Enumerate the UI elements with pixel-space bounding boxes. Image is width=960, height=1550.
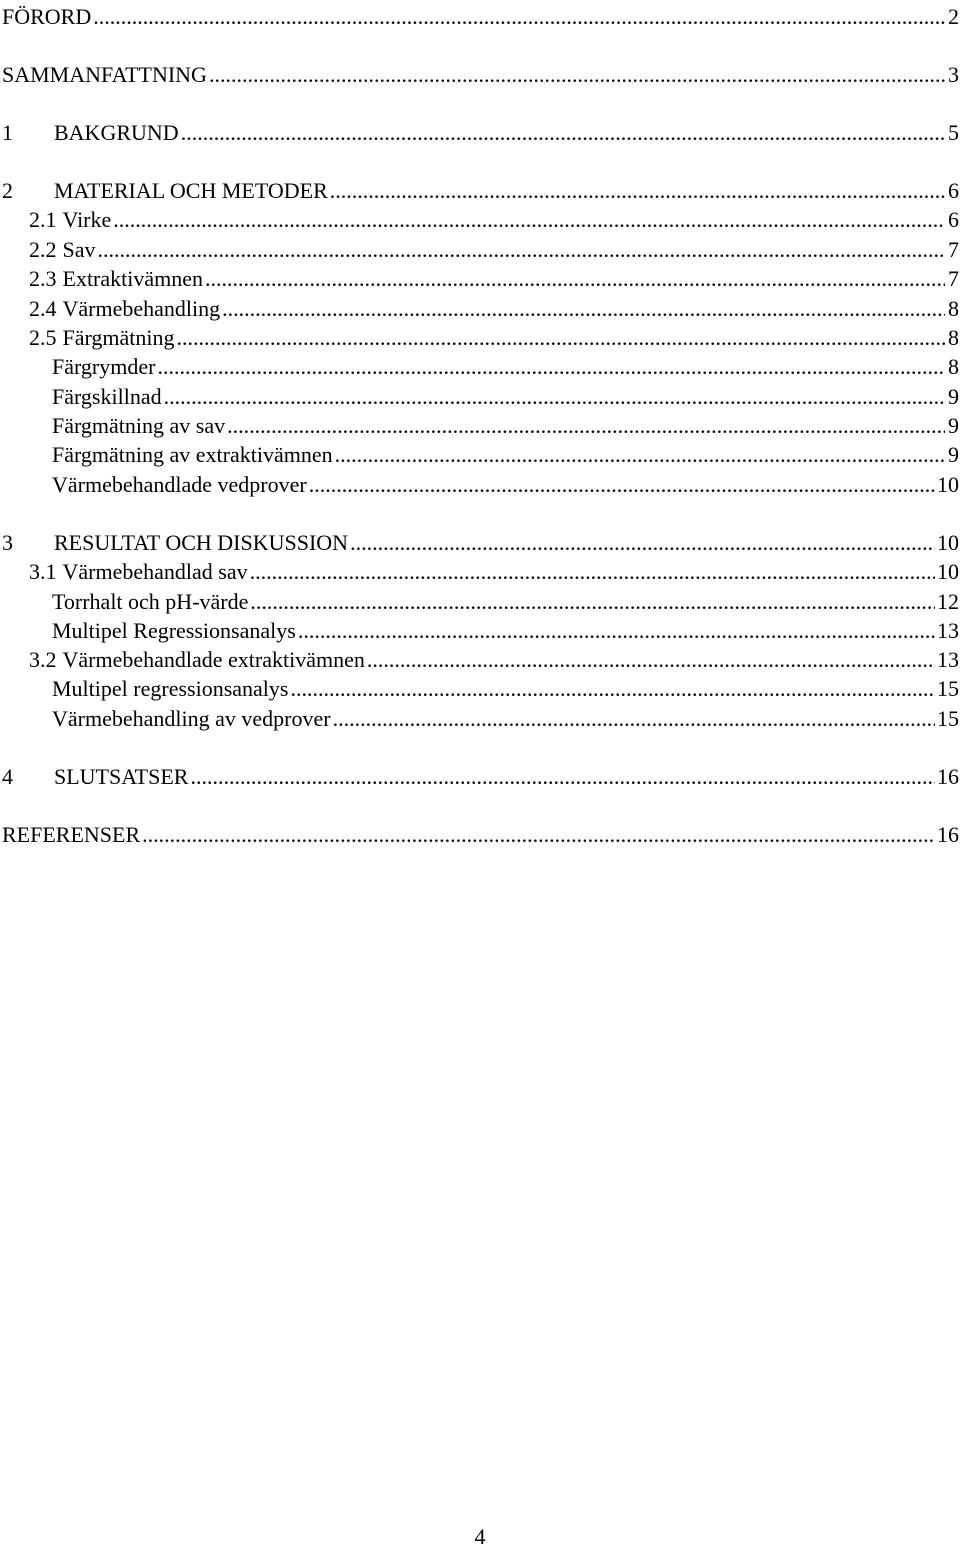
toc-entry-page: 7 [948,237,959,262]
toc-entry-number: 3.1 [29,559,57,584]
toc-entry[interactable] [0,235,960,264]
toc-entry[interactable] [0,176,960,205]
toc-entry-number: 2 [2,178,13,203]
toc-entry[interactable] [0,645,960,674]
toc-dot-leader [98,235,946,264]
toc-entry-page: 16 [937,764,959,789]
toc-entry[interactable] [0,411,960,440]
toc-entry-page: 2 [948,4,959,29]
toc-entry[interactable] [0,762,960,791]
toc-dot-leader [209,60,945,89]
toc-dot-leader [113,205,945,234]
toc-entry-title: FÖRORD [2,4,92,29]
toc-entry-title: Värmebehandling [62,296,221,321]
toc-entry-page: 13 [937,618,959,643]
toc-entry-page: 8 [948,296,959,321]
toc-entry-number: 3 [2,530,13,555]
toc-entry-title: Värmebehandlade vedprover [52,472,307,497]
toc-entry[interactable] [0,118,960,147]
toc-dot-leader [164,382,945,411]
toc-entry-title: Färgrymder [52,354,156,379]
toc-dot-leader [205,264,945,293]
page-number: 4 [474,1524,486,1549]
toc-dot-leader [335,440,945,469]
toc-entry[interactable] [0,264,960,293]
toc-dot-leader [177,323,945,352]
toc-entry-number: 2.3 [29,266,57,291]
toc-entry-page: 12 [937,589,959,614]
toc-dot-leader [250,587,935,616]
toc-entry-title: Sav [62,237,96,262]
toc-entry-number: 1 [2,120,13,145]
toc-entry[interactable] [0,60,960,89]
toc-entry-page: 8 [948,354,959,379]
toc-entry-page: 13 [937,647,959,672]
toc-dot-leader [227,411,945,440]
toc-entry-page: 9 [948,442,959,467]
toc-entry-page: 8 [948,325,959,350]
toc-entry-title: Färgmätning av extraktivämnen [52,442,333,467]
toc-dot-leader [250,557,935,586]
toc-entry-page: 6 [948,207,959,232]
toc-entry-title: Färgmätning av sav [52,413,226,438]
toc-entry-title: Värmebehandling av vedprover [52,706,331,731]
toc-dot-leader [93,2,945,31]
toc-entry[interactable] [0,616,960,645]
toc-dot-leader [157,352,945,381]
toc-entry-page: 5 [948,120,959,145]
toc-dot-leader [298,616,935,645]
toc-entry-number: 2.4 [29,296,57,321]
toc-entry-title: SAMMANFATTNING [2,62,207,87]
toc-dot-leader [330,176,945,205]
toc-entry-page: 15 [937,676,959,701]
toc-entry[interactable] [0,470,960,499]
toc-entry-title: Färgskillnad [52,384,162,409]
toc-entry-page: 15 [937,706,959,731]
toc-entry-title: Virke [62,207,112,232]
toc-entry-page: 9 [948,384,959,409]
toc-entry-page: 10 [937,530,959,555]
toc-entry-title: Extraktivämnen [62,266,204,291]
toc-entry-page: 16 [937,822,959,847]
toc-entry-page: 3 [948,62,959,87]
toc-entry-title: MATERIAL OCH METODER [54,178,328,203]
toc-dot-leader [142,820,935,849]
toc-entry-page: 6 [948,178,959,203]
toc-entry[interactable] [0,440,960,469]
toc-entry-title: BAKGRUND [54,120,179,145]
toc-entry-page: 9 [948,413,959,438]
toc-entry[interactable] [0,294,960,323]
toc-entry-page: 10 [937,559,959,584]
toc-entry-title: Värmebehandlad sav [62,559,248,584]
toc-entry-title: Värmebehandlade extraktivämnen [62,647,365,672]
toc-entry-number: 2.2 [29,237,57,262]
toc-entry[interactable] [0,674,960,703]
toc-dot-leader [290,674,935,703]
toc-entry-title: SLUTSATSER [54,764,189,789]
toc-entry[interactable] [0,2,960,31]
toc-entry[interactable] [0,352,960,381]
toc-entry-number: 2.5 [29,325,57,350]
toc-dot-leader [333,704,935,733]
toc-dot-leader [190,762,935,791]
toc-entry[interactable] [0,205,960,234]
toc-entry-title: Färgmätning [62,325,175,350]
toc-dot-leader [367,645,935,674]
toc-entry-title: Multipel regressionsanalys [52,676,289,701]
toc-entry-number: 2.1 [29,207,57,232]
toc-entry[interactable] [0,557,960,586]
toc-dot-leader [309,470,935,499]
toc-entry-title: RESULTAT OCH DISKUSSION [54,530,349,555]
toc-entry[interactable] [0,323,960,352]
toc-entry[interactable] [0,820,960,849]
toc-entry-title: REFERENSER [2,822,141,847]
toc-entry[interactable] [0,587,960,616]
toc-dot-leader [350,528,935,557]
toc-dot-leader [181,118,945,147]
toc-entry-number: 3.2 [29,647,57,672]
toc-entry[interactable] [0,704,960,733]
toc-entry-number: 4 [2,764,13,789]
toc-entry[interactable] [0,382,960,411]
toc-entry-title: Multipel Regressionsanalys [52,618,296,643]
toc-entry-page: 10 [937,472,959,497]
toc-entry[interactable] [0,528,960,557]
toc-entry-page: 7 [948,266,959,291]
toc-dot-leader [222,294,945,323]
toc-entry-title: Torrhalt och pH-värde [52,589,249,614]
